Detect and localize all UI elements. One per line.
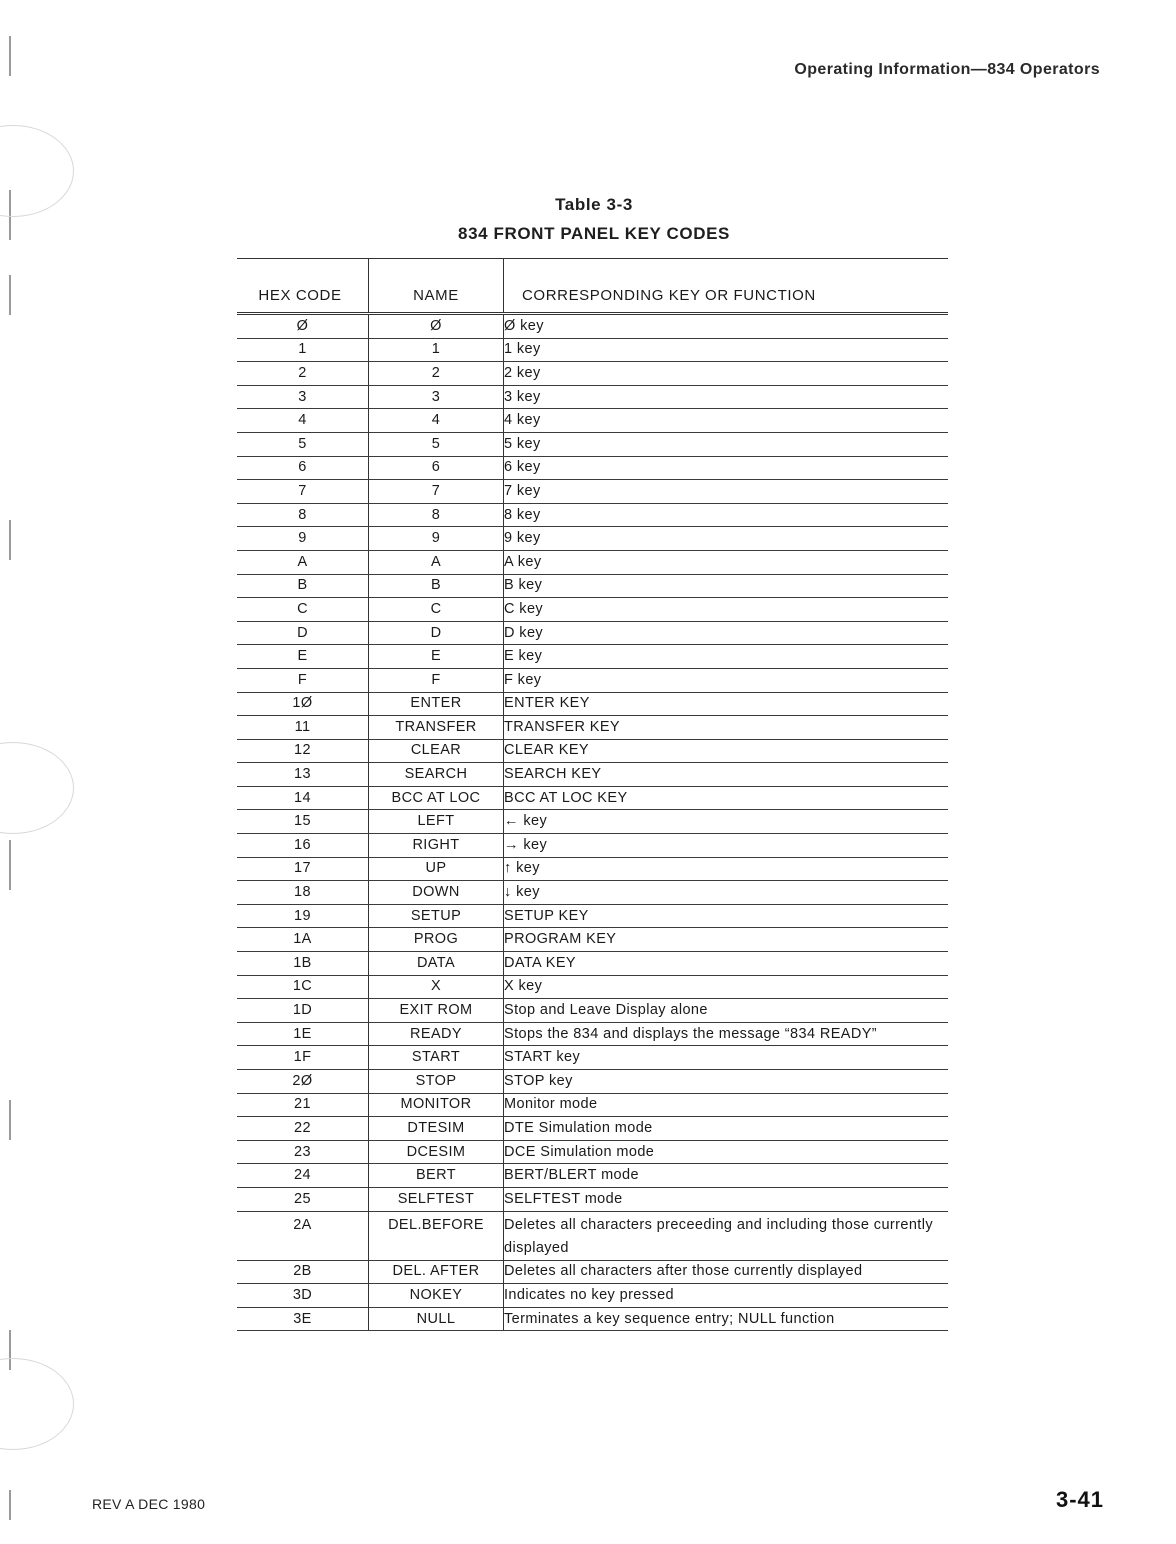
column-header-hex-code: HEX CODE: [258, 287, 342, 304]
hex-code-cell: A: [237, 550, 369, 574]
name-cell: 3: [369, 385, 504, 409]
hex-code-cell: 13: [237, 763, 369, 787]
hex-code-cell: 3: [237, 385, 369, 409]
binder-hole: [0, 125, 74, 217]
function-cell: ← key: [504, 810, 949, 834]
hex-code-cell: 15: [237, 810, 369, 834]
function-cell: STOP key: [504, 1070, 949, 1094]
name-cell: DCESIM: [369, 1140, 504, 1164]
function-cell: SEARCH KEY: [504, 763, 949, 787]
function-cell: START key: [504, 1046, 949, 1070]
name-cell: DOWN: [369, 881, 504, 905]
table-row: [237, 1284, 948, 1308]
name-cell: 1: [369, 338, 504, 362]
hex-code-cell: 17: [237, 857, 369, 881]
name-cell: UP: [369, 857, 504, 881]
table-row: [237, 857, 948, 881]
table-header-row: [237, 259, 948, 314]
hex-code-cell: 11: [237, 716, 369, 740]
name-cell: 7: [369, 480, 504, 504]
hex-code-cell: 21: [237, 1093, 369, 1117]
name-cell: TRANSFER: [369, 716, 504, 740]
table-body: [237, 314, 948, 1331]
function-cell: ↓ key: [504, 881, 949, 905]
function-cell: C key: [504, 598, 949, 622]
function-cell: PROGRAM KEY: [504, 928, 949, 952]
binder-hole: [0, 742, 74, 834]
function-cell: D key: [504, 621, 949, 645]
key-codes-table: [237, 258, 948, 1331]
function-cell: B key: [504, 574, 949, 598]
hex-code-cell: D: [237, 621, 369, 645]
table-row: [237, 952, 948, 976]
name-cell: D: [369, 621, 504, 645]
name-cell: F: [369, 668, 504, 692]
table-row: [237, 975, 948, 999]
function-cell: Deletes all characters preceeding and including those currently displayed: [504, 1211, 949, 1260]
hex-code-cell: 3D: [237, 1284, 369, 1308]
function-cell: ↑ key: [504, 857, 949, 881]
table-row: [237, 314, 948, 339]
table-row: [237, 1140, 948, 1164]
hex-code-cell: B: [237, 574, 369, 598]
hex-code-cell: 2Ø: [237, 1070, 369, 1094]
function-cell: SELFTEST mode: [504, 1187, 949, 1211]
hex-code-cell: E: [237, 645, 369, 669]
hex-code-cell: 5: [237, 432, 369, 456]
function-cell: SETUP KEY: [504, 904, 949, 928]
table-row: [237, 668, 948, 692]
table-row: [237, 409, 948, 433]
binder-mark: [9, 520, 11, 560]
table-row: [237, 1260, 948, 1284]
table-row: [237, 999, 948, 1023]
binder-mark: [9, 36, 11, 76]
name-cell: SEARCH: [369, 763, 504, 787]
function-cell: CLEAR KEY: [504, 739, 949, 763]
running-head: Operating Information—834 Operators: [794, 61, 1100, 78]
name-cell: STOP: [369, 1070, 504, 1094]
revision-footer: REV A DEC 1980: [92, 1496, 206, 1512]
table-row: [237, 716, 948, 740]
function-cell: Stops the 834 and displays the message “834 READY”: [504, 1022, 949, 1046]
table-row: [237, 786, 948, 810]
table-row: [237, 385, 948, 409]
hex-code-cell: 16: [237, 834, 369, 858]
table-row: [237, 1070, 948, 1094]
table-row: [237, 739, 948, 763]
name-cell: DATA: [369, 952, 504, 976]
table-row: [237, 503, 948, 527]
table-row: [237, 1046, 948, 1070]
name-cell: 8: [369, 503, 504, 527]
table-row: [237, 928, 948, 952]
hex-code-cell: 19: [237, 904, 369, 928]
hex-code-cell: 1Ø: [237, 692, 369, 716]
hex-code-cell: 2B: [237, 1260, 369, 1284]
table-row: [237, 338, 948, 362]
hex-code-cell: 7: [237, 480, 369, 504]
name-cell: NULL: [369, 1307, 504, 1331]
table-row: [237, 1093, 948, 1117]
function-cell: 9 key: [504, 527, 949, 551]
function-cell: 8 key: [504, 503, 949, 527]
hex-code-cell: 4: [237, 409, 369, 433]
hex-code-cell: 23: [237, 1140, 369, 1164]
hex-code-cell: 18: [237, 881, 369, 905]
function-cell: Terminates a key sequence entry; NULL function: [504, 1307, 949, 1331]
name-cell: X: [369, 975, 504, 999]
hex-code-cell: 22: [237, 1117, 369, 1141]
function-cell: 5 key: [504, 432, 949, 456]
page-number: 3-41: [1055, 1487, 1104, 1512]
name-cell: READY: [369, 1022, 504, 1046]
hex-code-cell: 24: [237, 1164, 369, 1188]
binder-hole: [0, 1358, 74, 1450]
function-cell: 6 key: [504, 456, 949, 480]
table-row: [237, 763, 948, 787]
function-cell: ENTER KEY: [504, 692, 949, 716]
function-cell: Stop and Leave Display alone: [504, 999, 949, 1023]
hex-code-cell: 2A: [237, 1211, 369, 1260]
table-row: [237, 881, 948, 905]
name-cell: MONITOR: [369, 1093, 504, 1117]
name-cell: CLEAR: [369, 739, 504, 763]
table-row: [237, 480, 948, 504]
function-cell: → key: [504, 834, 949, 858]
name-cell: 5: [369, 432, 504, 456]
binder-mark: [9, 275, 11, 315]
hex-code-cell: 2: [237, 362, 369, 386]
hex-code-cell: 25: [237, 1187, 369, 1211]
hex-code-cell: 1E: [237, 1022, 369, 1046]
hex-code-cell: C: [237, 598, 369, 622]
function-cell: TRANSFER KEY: [504, 716, 949, 740]
name-cell: LEFT: [369, 810, 504, 834]
function-cell: 2 key: [504, 362, 949, 386]
table-row: [237, 550, 948, 574]
table-row: [237, 621, 948, 645]
key-codes-table-container: [237, 258, 948, 1331]
hex-code-cell: 1A: [237, 928, 369, 952]
column-header-name: NAME: [369, 259, 504, 314]
table-row: [237, 810, 948, 834]
binder-mark: [9, 1100, 11, 1140]
table-number: Table 3-3: [555, 195, 633, 214]
name-cell: EXIT ROM: [369, 999, 504, 1023]
table-row: [237, 834, 948, 858]
function-cell: X key: [504, 975, 949, 999]
table-row: [237, 645, 948, 669]
column-header-function: CORRESPONDING KEY OR FUNCTION: [504, 259, 949, 314]
table-row: [237, 527, 948, 551]
table-row: [237, 1307, 948, 1331]
name-cell: RIGHT: [369, 834, 504, 858]
function-cell: BCC AT LOC KEY: [504, 786, 949, 810]
hex-code-cell: 9: [237, 527, 369, 551]
table-row: [237, 574, 948, 598]
hex-code-cell: 1D: [237, 999, 369, 1023]
table-row: [237, 1187, 948, 1211]
hex-code-cell: 12: [237, 739, 369, 763]
name-cell: SETUP: [369, 904, 504, 928]
name-cell: E: [369, 645, 504, 669]
name-cell: DTESIM: [369, 1117, 504, 1141]
name-cell: START: [369, 1046, 504, 1070]
function-cell: Deletes all characters after those currently displayed: [504, 1260, 949, 1284]
function-cell: 1 key: [504, 338, 949, 362]
function-cell: F key: [504, 668, 949, 692]
hex-code-cell: 1B: [237, 952, 369, 976]
hex-code-cell: 14: [237, 786, 369, 810]
hex-code-cell: 1: [237, 338, 369, 362]
function-cell: A key: [504, 550, 949, 574]
name-cell: DEL. AFTER: [369, 1260, 504, 1284]
function-cell: 4 key: [504, 409, 949, 433]
table-row: [237, 1164, 948, 1188]
table-row: [237, 904, 948, 928]
function-cell: Monitor mode: [504, 1093, 949, 1117]
name-cell: PROG: [369, 928, 504, 952]
function-cell: Ø key: [504, 314, 949, 339]
name-cell: C: [369, 598, 504, 622]
hex-code-cell: F: [237, 668, 369, 692]
function-cell: 7 key: [504, 480, 949, 504]
function-cell: DATA KEY: [504, 952, 949, 976]
table-row: [237, 692, 948, 716]
function-cell: 3 key: [504, 385, 949, 409]
function-cell: BERT/BLERT mode: [504, 1164, 949, 1188]
name-cell: 2: [369, 362, 504, 386]
table-row: [237, 362, 948, 386]
table-row: [237, 1022, 948, 1046]
name-cell: B: [369, 574, 504, 598]
name-cell: 6: [369, 456, 504, 480]
function-cell: DCE Simulation mode: [504, 1140, 949, 1164]
name-cell: SELFTEST: [369, 1187, 504, 1211]
name-cell: ENTER: [369, 692, 504, 716]
name-cell: BERT: [369, 1164, 504, 1188]
table-title: 834 FRONT PANEL KEY CODES: [458, 224, 730, 243]
function-cell: E key: [504, 645, 949, 669]
name-cell: 4: [369, 409, 504, 433]
hex-code-cell: 8: [237, 503, 369, 527]
table-row: [237, 598, 948, 622]
function-cell: Indicates no key pressed: [504, 1284, 949, 1308]
name-cell: Ø: [369, 314, 504, 339]
binder-mark: [9, 840, 11, 890]
table-row: [237, 1211, 948, 1260]
table-row: [237, 456, 948, 480]
hex-code-cell: Ø: [237, 314, 369, 339]
table-row: [237, 1117, 948, 1141]
name-cell: NOKEY: [369, 1284, 504, 1308]
binder-mark: [9, 1490, 11, 1520]
hex-code-cell: 6: [237, 456, 369, 480]
function-cell: DTE Simulation mode: [504, 1117, 949, 1141]
name-cell: DEL.BEFORE: [369, 1211, 504, 1260]
name-cell: A: [369, 550, 504, 574]
hex-code-cell: 1F: [237, 1046, 369, 1070]
name-cell: 9: [369, 527, 504, 551]
table-row: [237, 432, 948, 456]
name-cell: BCC AT LOC: [369, 786, 504, 810]
hex-code-cell: 3E: [237, 1307, 369, 1331]
hex-code-cell: 1C: [237, 975, 369, 999]
